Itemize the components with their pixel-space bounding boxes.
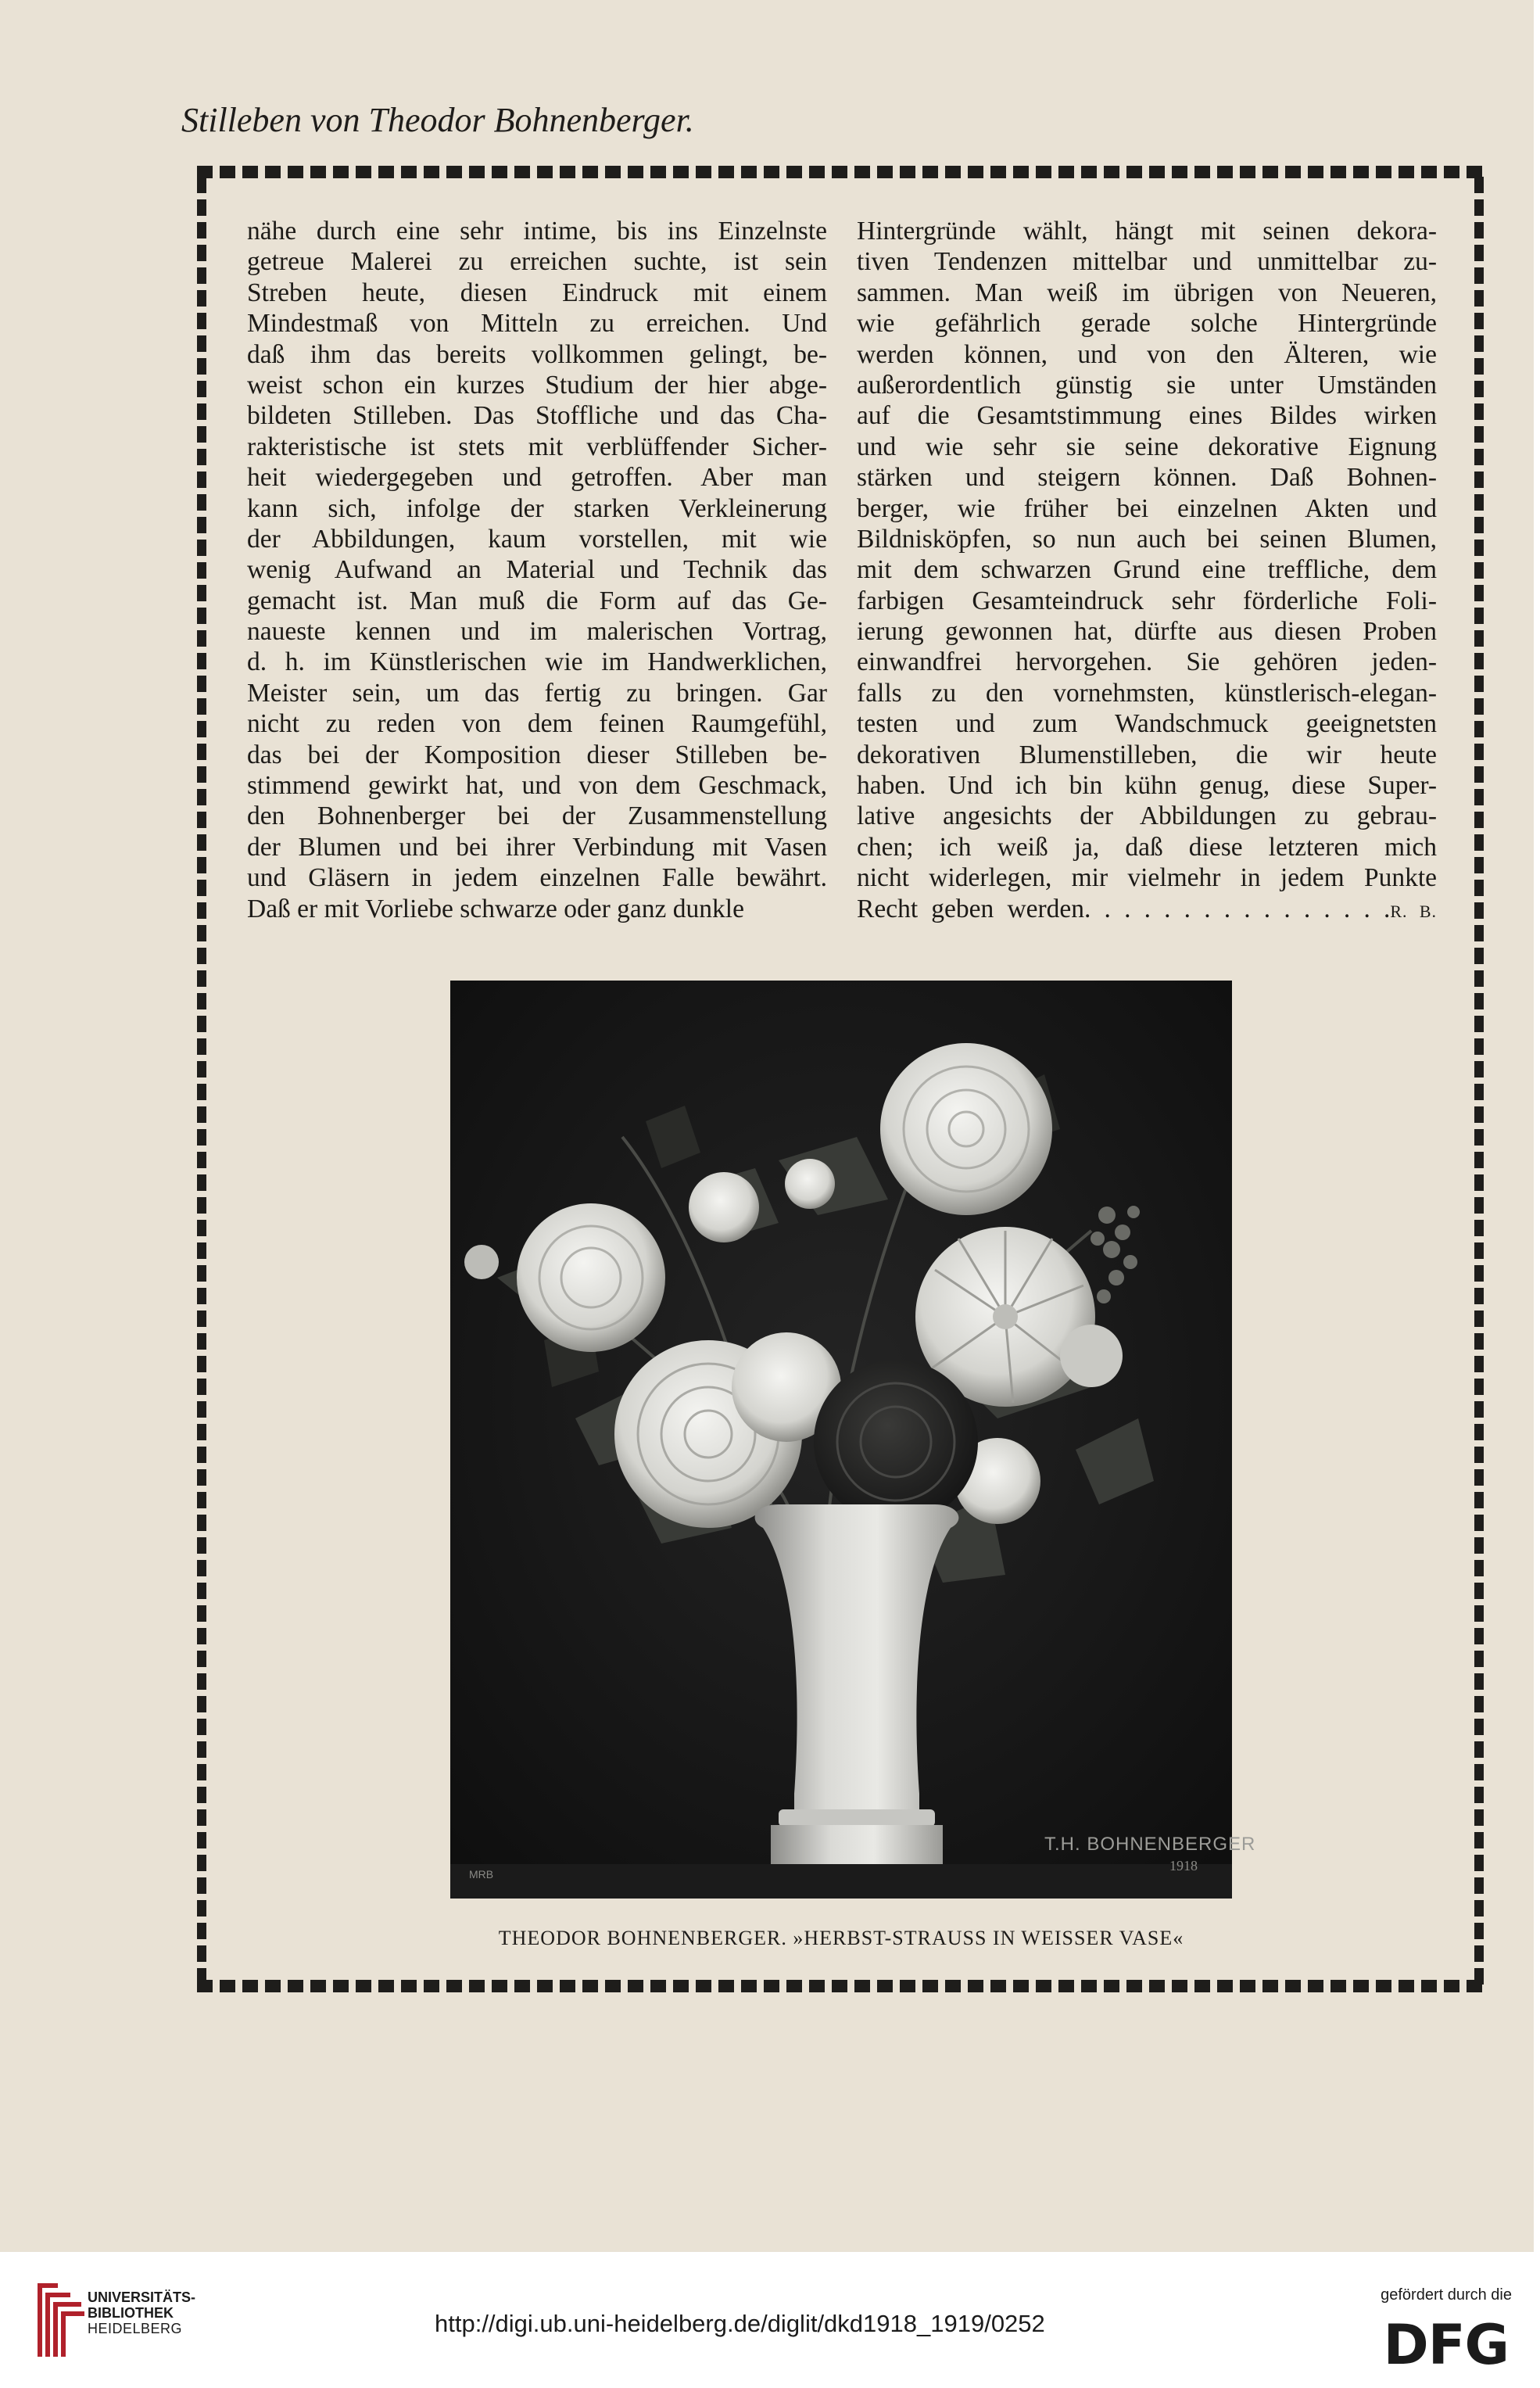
text-line: tiven Tendenzen mittelbar und unmittelbar zu- [857,247,1437,277]
plate-monogram: MRB [469,1868,494,1881]
text-line: einwandfrei hervorgehen. Sie gehören jeden- [857,647,1437,677]
text-line: lative angesichts der Abbildungen zu gebrau- [857,801,1437,831]
text-line: wie gefährlich gerade solche Hintergründe [857,309,1437,339]
source-url[interactable]: http://digi.ub.uni-heidelberg.de/diglit/dkd1918_1919/0252 [435,2310,1045,2337]
text-line: das bei der Komposition dieser Stilleben be- [247,740,827,769]
text-line: nicht zu reden von dem feinen Raumgefühl, [247,709,827,739]
text-line: Mindestmaß von Mitteln zu erreichen. Und [247,309,827,339]
text-line: naueste kennen und im malerischen Vortrag, [247,617,827,647]
text-line: nähe durch eine sehr intime, bis ins Einzelnste [247,217,827,246]
digitization-footer [0,2252,1540,2388]
text-line: kann sich, infolge der starken Verkleinerung [247,493,827,523]
library-name [88,2289,195,2336]
painting-plate [450,981,1256,1899]
text-line: testen und zum Wandschmuck geeignetsten [857,709,1437,739]
text-line: Daß er mit Vorliebe schwarze oder ganz dunkle [247,894,744,923]
text-column-left [247,216,827,924]
library-line-1: UNIVERSITÄTS- [88,2289,196,2305]
text-line: den Bohnenberger bei der Zusammenstellung [247,801,827,831]
library-logo-icon [34,2280,95,2361]
closing-text: Recht geben werden [857,894,1085,923]
text-line: stimmend gewirkt hat, und von dem Geschmack, [247,771,827,801]
text-line: mit dem schwarzen Grund eine treffliche, dem [857,555,1437,585]
dfg-logo: DFG [1383,2313,1509,2377]
text-line: werden können, und von den Älteren, wie [857,339,1437,369]
text-line: berger, wie früher bei einzelnen Akten und [857,493,1437,523]
text-line: chen; ich weiß ja, daß diese letzteren mich [857,832,1437,862]
running-title: Stilleben von Theodor Bohnenberger. [181,101,694,139]
text-line: ierung gewonnen hat, dürfte aus diesen Proben [857,617,1437,647]
text-line: und Gläsern in jedem einzelnen Falle bewährt. [247,863,827,893]
text-line: dekorativen Blumenstilleben, die wir heute [857,740,1437,769]
text-line: getreue Malerei zu erreichen suchte, ist sein [247,247,827,277]
text-line: haben. Und ich bin kühn genug, diese Super- [857,771,1437,801]
text-line: außerordentlich günstig sie unter Umständen [857,370,1437,400]
text-line: der Blumen und bei ihrer Verbindung mit Vasen [247,832,827,862]
frame-border-left [197,177,206,1988]
text-line: farbigen Gesamteindruck sehr förderliche Foli- [857,586,1437,615]
text-line: d. h. im Künstlerischen wie im Handwerklichen, [247,647,827,677]
text-line: bildeten Stilleben. Das Stoffliche und das Cha- [247,401,827,431]
text-line: falls zu den vornehmsten, künstlerisch-elegan- [857,678,1437,708]
plate-caption: THEODOR BOHNENBERGER. »HERBST-STRAUSS IN WEISSER VASE« [498,1927,1184,1949]
text-line: Meister sein, um das fertig zu bringen. Gar [247,678,827,708]
text-line: gemacht ist. Man muß die Form auf das Ge- [247,586,827,615]
text-line: weist schon ein kurzes Studium der hier abge- [247,370,827,400]
frame-border-right [1474,177,1484,1988]
text-column-right [857,216,1437,924]
library-line-2: BIBLIOTHEK [88,2305,174,2321]
text-line: rakteristische ist stets mit verblüffender Sicher- [247,432,827,461]
still-life-painting [450,981,1256,1899]
frame-border-top [197,166,1484,178]
text-line: stärken und steigern können. Daß Bohnen- [857,463,1437,493]
painting-year: 1918 [1169,1858,1198,1873]
text-line: Bildnisköpfen, so nun auch bei seinen Blumen, [857,524,1437,554]
dot-leader: . . . . . . . . . . . . . . . . [1084,894,1391,923]
text-line: nicht widerlegen, mir vielmehr in jedem Punkte [857,863,1437,893]
text-line: heit wiedergegeben und getroffen. Aber man [247,463,827,493]
text-line: auf die Gesamtstimmung eines Bildes wirken [857,401,1437,431]
text-line: wenig Aufwand an Material und Technik das [247,555,827,585]
text-line: Hintergründe wählt, hängt mit seinen dekora- [857,217,1437,246]
text-line: und wie sehr sie seine dekorative Eignung [857,432,1437,461]
text-line-last [857,894,1437,924]
library-line-3: HEIDELBERG [88,2321,183,2336]
funding-label: gefördert durch die [1381,2286,1512,2304]
text-line: daß ihm das bereits vollkommen gelingt, be- [247,339,827,369]
painting-signature: T.H. BOHNENBERGER [1044,1834,1256,1855]
text-line: sammen. Man weiß im übrigen von Neueren, [857,278,1437,307]
text-line: der Abbildungen, kaum vorstellen, mit wie [247,524,827,554]
text-line: Streben heute, diesen Eindruck mit einem [247,278,827,307]
author-signature: R. B. [1390,901,1438,921]
frame-border-bottom [197,1980,1484,1992]
